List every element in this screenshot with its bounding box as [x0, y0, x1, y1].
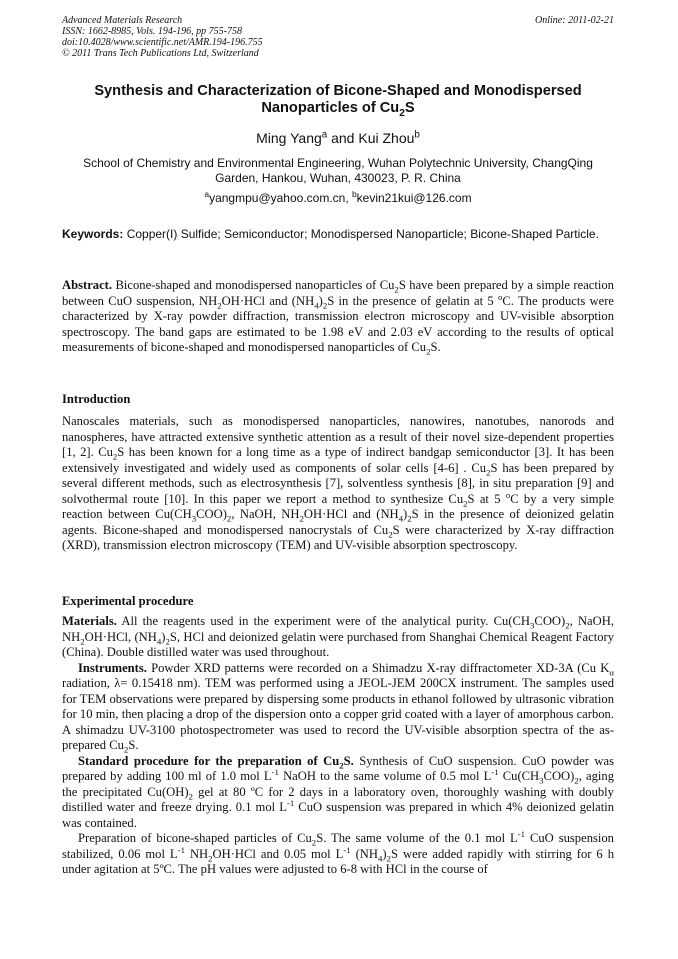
instruments-paragraph: Instruments. Powder XRD patterns were recorded on a Shimadzu X-ray diffractometer XD-3A (Cu $K_\alpha$ radiation, λ= 0.15418 nm). TEM was performed using a JEOL-JEM 200CX instrument. The samples used for TEM observations were prepared by dispersing some products in ethanol followed by ultrasonic vibration for 10 min, then placing a drop of the dispersion onto a copper grid coated with a layer of amorphous carbon. A shimadzu UV-3100 photospectrometer was used to record the UV-visible absorption spectra of the as-prepared $Cu_2S$.	[62, 660, 614, 755]
keywords-text: Copper(I) Sulfide; Semiconductor; Monodispersed Nanoparticle; Bicone-Shaped Particle.	[123, 227, 599, 241]
title-line-1: Synthesis and Characterization of Bicone-Shaped and Monodispersed	[94, 83, 582, 99]
online-date: Online: 2011-02-21	[535, 15, 614, 26]
introduction-heading: Introduction	[62, 392, 131, 406]
paper-title	[62, 83, 614, 117]
introduction-text: Nanoscales materials, such as monodispersed nanoparticles, nanowires, nanotubes, nanorods and nanospheres, have attracted extensive synthetic attention as a result of their novel size-dependent properties [1, 2]. $Cu_2S$ has been known for a long time as a type of indirect bandgap semiconductor [3]. It has been extensively investigated and widely used as components of solar cells [4-6] . $Cu_2S$ has been prepared by several different methods, such as electrosynthesis [7], solventless synthesis [8], in situ preparation [9] and solvothermal route [10]. In this paper we report a method to synthesize $Cu_2S$ at 5 $^o$C by a very simple reaction between $Cu(CH_3COO)_2$, NaOH, $NH_2OH\cdot HCl$ and $(NH_4)_2S$ in the presence of deionized gelatin agents. Bicone-shaped and monodispersed nanocrystals of $Cu_2S$ were characterized by X-ray diffraction (XRD), transmission electron microscopy (TEM) and UV-visible absorption spectroscopy.	[62, 414, 614, 552]
author-emails: $^a$yangmpu@yahoo.com.cn, $^b$kevin21kui@126.com	[204, 189, 472, 205]
keywords	[62, 227, 614, 242]
author-list: Ming Yang$^a$ and Kui Zhou$^b$	[256, 129, 420, 146]
abstract-label: Abstract.	[62, 278, 113, 292]
materials-paragraph: Materials. All the reagents used in the experiment were of the analytical purity. $Cu(CH_3COO)_2$, NaOH, $NH_2OH\cdot HCl$, $(NH_4)_2S$, HCl and deionized gelatin were purchased from Shanghai Chemical Reagent Factory (China). Double distilled water was used throughout.	[62, 614, 614, 659]
title-line-2: Nanoparticles of $Cu_2S$	[261, 100, 415, 119]
email-link-1[interactable]: yangmpu@yahoo.com.cn,	[209, 191, 352, 205]
abstract: Abstract. Bicone-shaped and monodispersed nanoparticles of $Cu_2S$ have been prepared by a simple reaction between CuO suspension, $NH_2OH\cdot HCl$ and $(NH_4)_2S$ in the presence of gelatin at 5 $^o$C. The products were characterized by X-ray powder diffraction, transmission electron microscopy and UV-visible absorption spectroscopy. The band gaps are estimated to be 1.98 eV and 2.03 eV according to the results of optical measurements of bicone-shaped and monodispersed nanoparticles of $Cu_2S$.	[62, 278, 614, 357]
doi-line: doi:10.4028/www.scientific.net/AMR.194-196.755	[62, 37, 263, 48]
bicone-preparation-paragraph: Preparation of bicone-shaped particles of $Cu_2S$. The same volume of the 0.1 mol $L^{-1}$ CuO suspension stabilized, 0.06 mol $L^{-1}$ $NH_2OH\cdot HCl$ and 0.05 mol $L^{-1}$ $(NH_4)_2S$ were added rapidly with stirring for 6 h under agitation at 5ºC. The pH values were adjusted to 6-8 with HCl in the course of	[62, 828, 614, 876]
experimental-heading: Experimental procedure	[62, 594, 194, 608]
journal-name: Advanced Materials Research	[62, 15, 183, 26]
journal-header	[62, 15, 614, 59]
email-link-2[interactable]: kevin21kui@126.com	[356, 191, 472, 205]
keywords-label: Keywords:	[62, 227, 124, 241]
copyright-line: © 2011 Trans Tech Publications Ltd, Switzerland	[62, 48, 259, 59]
issn-line: ISSN: 1662-8985, Vols. 194-196, pp 755-758	[62, 26, 242, 37]
affiliation: School of Chemistry and Environmental Engineering, Wuhan Polytechnic University, ChangQing Garden, Hankou, Wuhan, 430023, P. R. China	[83, 156, 593, 185]
author-1: Ming Yang	[256, 130, 322, 146]
standard-procedure-paragraph: Standard procedure for the preparation of $Cu_2S$. Synthesis of CuO suspension. CuO powder was prepared by adding 100 ml of 1.0 mol $L^{-1}$ NaOH to the same volume of 0.5 mol $L^{-1}$ $Cu(CH_3COO)_2$, aging the precipitated $Cu(OH)_2$ gel at 80 ºC for 2 days in a laboratory oven, thoroughly washing with doubly distilled water and freeze drying. 0.1 mol $L^{-1}$ CuO suspension was prepared in which 4% deionized gelatin was contained.	[62, 753, 615, 830]
author-2: Kui Zhou	[358, 130, 415, 146]
experimental-text	[62, 614, 614, 878]
